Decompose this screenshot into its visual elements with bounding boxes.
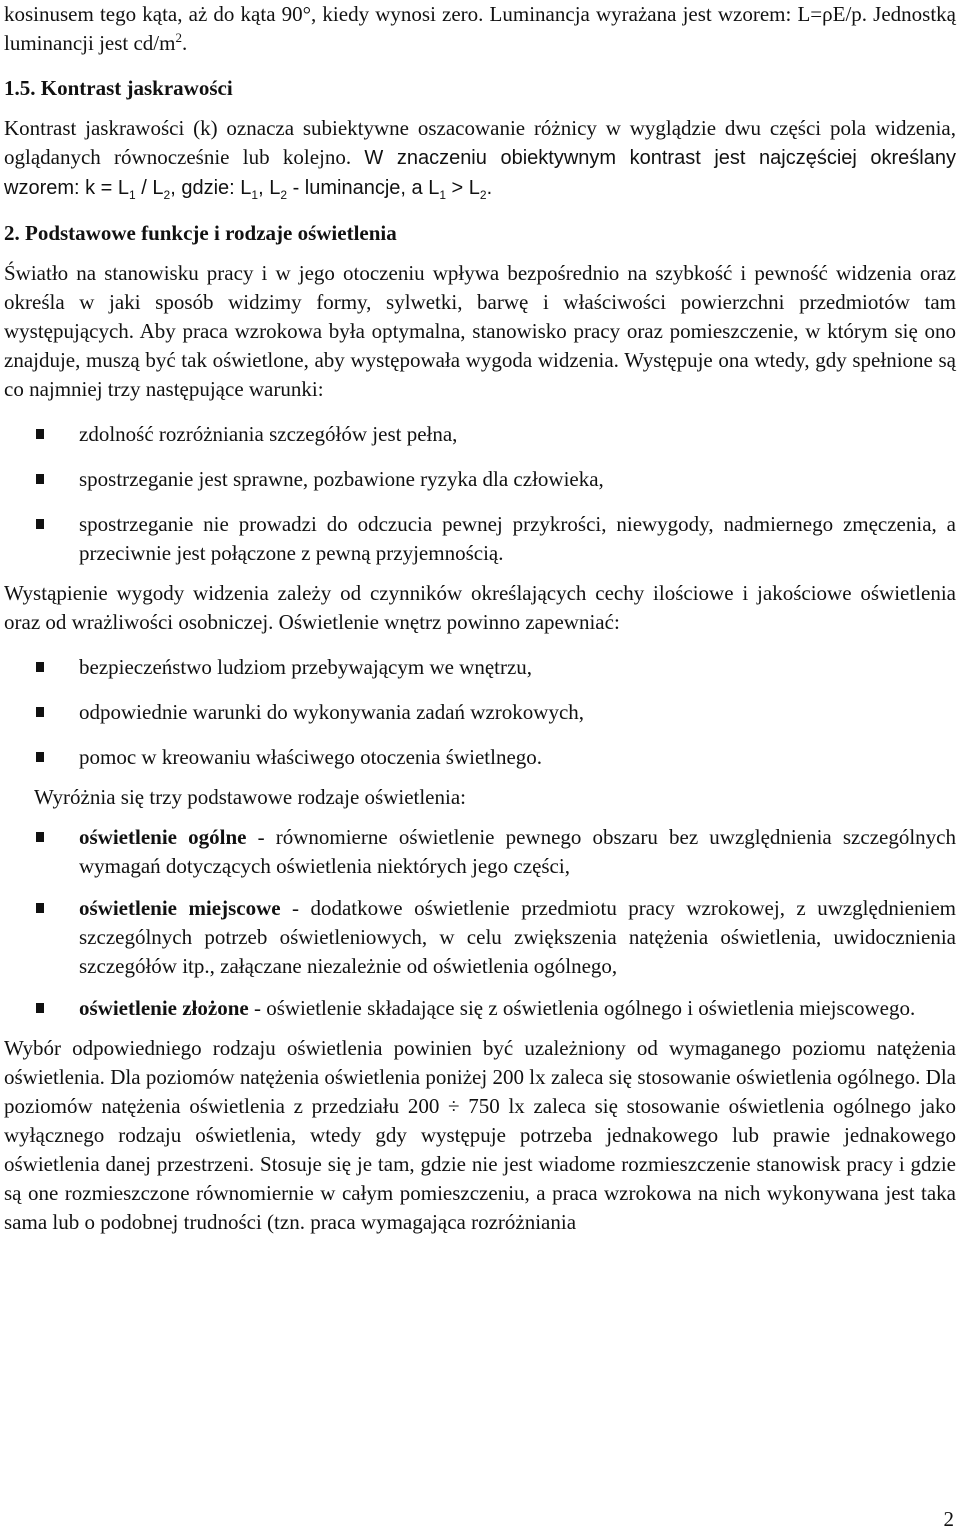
- choice-paragraph: Wybór odpowiedniego rodzaju oświetlenia powinien być uzależniony od wymaganego poziomu natężenia oświetlenia. Dla poziomów natężenia oświetlenia poniżej 200 lx zaleca się stosowanie oświetlenia ogólnego. Dla poziomów natężenia oświetlenia z przedziału 200 ÷ 750 lx zaleca się stosowanie oświetlenia ogólnego jako wyłącznego rodzaju oświetlenia, wtedy gdy występuje potrzeba jednakowego lub prawie jednakowego oświetlenia danej przestrzeni. Stosuje się je tam, gdzie nie jest wiadome rozmieszczenie stanowisk pracy i gdzie są one rozmieszczone równomiernie w całym pomieszczeniu, a praca wzrokowa na nich wykonywana jest taka sama lub o podobnej trudności (tzn. praca wymagająca rozróżniania: [4, 1036, 956, 1234]
- list-item: pomoc w kreowaniu właściwego otoczenia świetlnego.: [4, 743, 956, 772]
- term-local-lighting: oświetlenie miejscowe: [79, 896, 281, 920]
- contrast-paragraph: [4, 114, 956, 203]
- comfort-paragraph: Wystąpienie wygody widzenia zależy od czynników określających cechy ilościowe i jakościowe oświetlenia oraz od wrażliwości osobniczej. Oświetlenie wnętrz powinno zapewniać:: [4, 581, 956, 634]
- list-item: oświetlenie miejscowe - dodatkowe oświetlenie przedmiotu pracy wzrokowej, z uwzględnieniem szczególnych potrzeb oświetleniowych, w celu zwiększenia natężenia oświetlenia, uwidocznienia szczegółów itp., załączane niezależnie od oświetlenia ogólnego,: [4, 894, 956, 981]
- term-combined-lighting: oświetlenie złożone: [79, 996, 249, 1020]
- luminance-text-end: .: [181, 31, 188, 55]
- list-item: spostrzeganie jest sprawne, pozbawione ryzyka dla człowieka,: [4, 465, 956, 494]
- lighting-intro-paragraph: Światło na stanowisku pracy i w jego otoczeniu wpływa bezpośrednio na szybkość i pewność widzenia oraz określa w jaki sposób widzimy formy, sylwetki, barwę i właściwości powierzchni przedmiotów tam występujących. Aby praca wzrokowa była optymalna, stanowisko pracy oraz pomieszczenie, w którym się ono znajduje, muszą być tak oświetlone, aby występowała wygoda widzenia. Występuje ona wtedy, gdy spełnione są co najmniej trzy następujące warunki:: [4, 261, 956, 401]
- bullet-icon: [36, 1003, 44, 1013]
- document-page: [4, 0, 956, 1237]
- list-item: odpowiednie warunki do wykonywania zadań wzrokowych,: [4, 698, 956, 727]
- contrast-text: Kontrast jaskrawości (k) oznacza subiektywne oszacowanie różnicy w wyglądzie dwu części pola widzenia, oglądanych równocześnie lub kolejno.: [4, 116, 956, 169]
- list-item: oświetlenie ogólne - równomierne oświetlenie pewnego obszaru bez uwzględnienia szczególnych wymagań dotyczących oświetlenia niektórych jego części,: [4, 823, 956, 881]
- section-heading-2: 2. Podstawowe funkcje i rodzaje oświetlenia: [4, 221, 397, 245]
- bullet-icon: [36, 707, 44, 717]
- provisions-list: [4, 653, 956, 772]
- contrast-formula: W znaczeniu obiektywnym kontrast jest najczęściej określany wzorem: $k = L_1 / L_2$, gdzie: $L_1$, $L_2$ - luminancje, a $L_1 > L_2$.: [4, 147, 956, 202]
- list-item: oświetlenie złożone - oświetlenie składające się z oświetlenia ogólnego i oświetlenia miejscowego.: [4, 994, 956, 1023]
- list-item: bezpieczeństwo ludziom przebywającym we wnętrzu,: [4, 653, 956, 682]
- luminance-paragraph: [4, 0, 956, 58]
- list-item: spostrzeganie nie prowadzi do odczucia pewnej przykrości, niewygody, nadmiernego zmęczenia, a przeciwnie jest połączone z pewną przyjemnością.: [4, 510, 956, 568]
- section-heading-1-5: 1.5. Kontrast jaskrawości: [4, 76, 233, 100]
- page-number: 2: [943, 1507, 954, 1531]
- types-intro: Wyróżnia się trzy podstawowe rodzaje oświetlenia:: [34, 785, 466, 809]
- bullet-icon: [36, 429, 44, 439]
- bullet-icon: [36, 752, 44, 762]
- bullet-icon: [36, 519, 44, 529]
- lighting-types-list: [4, 823, 956, 1023]
- bullet-icon: [36, 662, 44, 672]
- unit-superscript: 2: [175, 30, 182, 45]
- bullet-icon: [36, 474, 44, 484]
- list-item: zdolność rozróżniania szczegółów jest pełna,: [4, 420, 956, 449]
- bullet-icon: [36, 832, 44, 842]
- bullet-icon: [36, 903, 44, 913]
- term-general-lighting: oświetlenie ogólne: [79, 825, 247, 849]
- luminance-text: kosinusem tego kąta, aż do kąta 90°, kiedy wynosi zero. Luminancja wyrażana jest wzorem: L=ρE/p. Jednostką luminancji jest cd/m: [4, 2, 956, 55]
- conditions-list: [4, 420, 956, 568]
